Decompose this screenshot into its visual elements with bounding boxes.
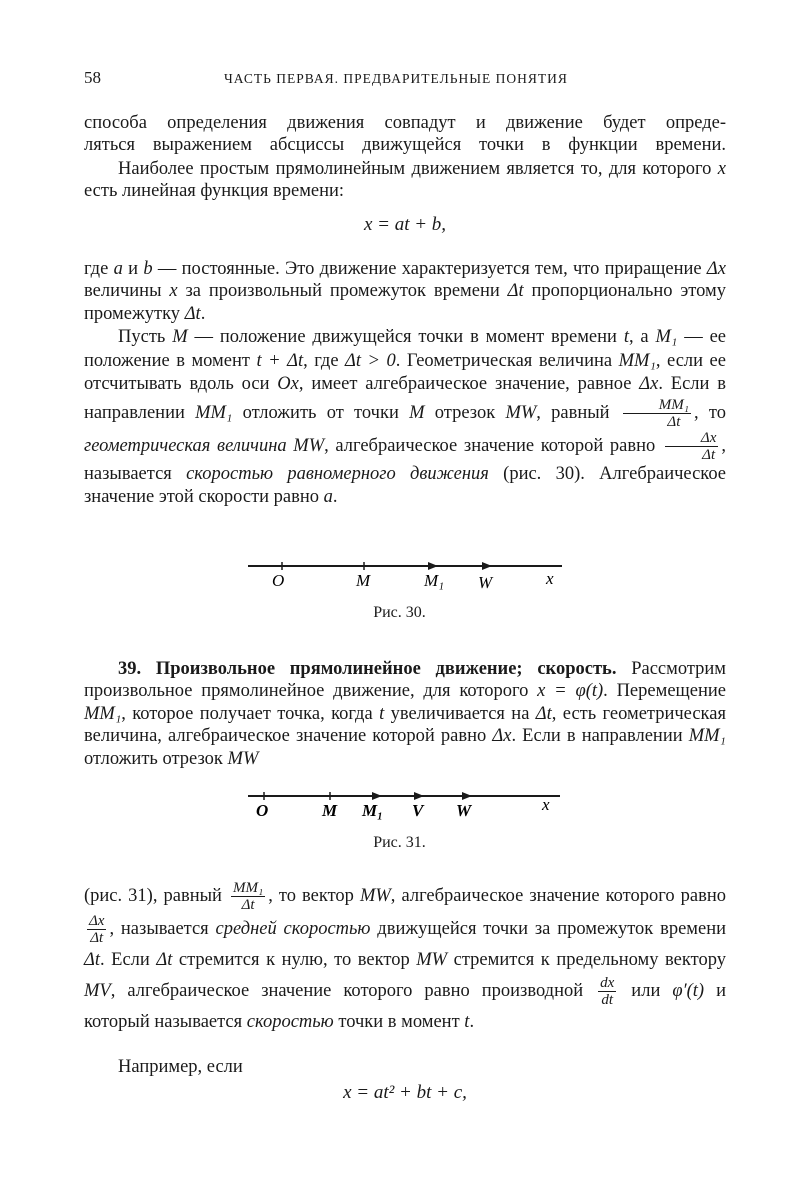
paragraph-6	[84, 1056, 726, 1078]
p5-dt2: Δt	[156, 950, 173, 970]
p3-t5: за произвольный промежуток времени	[177, 281, 508, 302]
paragraph-1-line-1: способа определения движения совпадут и движение будет опреде-	[84, 113, 726, 133]
s39-MM1: MM₁	[84, 703, 122, 724]
figure-31-caption: Рис. 31.	[373, 834, 426, 851]
paragraph-2	[84, 158, 726, 203]
s39-t4: увеличивается на	[384, 703, 536, 724]
s39-t7: отложить отрезок	[84, 748, 228, 769]
p4-MM1b: MM₁	[195, 402, 233, 423]
p3-a: a	[113, 259, 123, 279]
paragraph-4	[84, 326, 726, 510]
p3-x: x	[169, 281, 178, 302]
p3-t3: — постоянные. Это движение характеризуется тем, что приращение	[152, 259, 707, 279]
s39-t5: , есть геометрическая величина, алгебраическое значение которой равно	[84, 703, 726, 747]
fig31-label-M1: M₁	[362, 801, 384, 820]
paragraph-1	[84, 112, 726, 157]
p5-t9: , алгебраическое значение которого равно производной	[110, 980, 596, 1001]
figure-31-diagram	[244, 788, 564, 822]
p5-t8: стремится к предельному вектору	[447, 950, 726, 970]
s39-MW: MW	[227, 748, 259, 769]
p5-MW: MW	[359, 885, 391, 906]
p4-fraction-2	[665, 430, 718, 463]
p3-t2: и	[122, 259, 144, 279]
section-39	[84, 658, 726, 770]
p5-t2: , то вектор	[268, 885, 360, 906]
p3-dx: Δx	[706, 259, 726, 279]
fig31-arrow-M1	[372, 792, 382, 800]
p5-frac3-num: dx	[600, 974, 615, 991]
p5-phi: φ′(t)	[672, 980, 705, 1001]
p4-M1: M₁	[655, 327, 678, 347]
p5-t4: , называется	[109, 918, 216, 939]
fig31-label-V: V	[412, 801, 424, 820]
p4-t3: , а	[628, 327, 656, 347]
s39-t1: Рассмотрим произвольное прямолинейное движение, для которого	[84, 659, 726, 702]
p5-t1: (рис. 31), равный	[84, 885, 228, 906]
fig31-label-W: W	[456, 801, 472, 820]
p5-t: t	[464, 1011, 470, 1032]
s39-t3: , которое получает точка, когда	[121, 703, 380, 724]
p4-t5: , где	[303, 350, 346, 371]
s39-dx: Δx	[492, 726, 512, 747]
p4-t13: , то	[694, 402, 726, 423]
p5-t5: движущейся точки за промежуток времени	[370, 918, 727, 939]
s39-MM1b: MM₁	[688, 726, 726, 747]
p4-frac2-den: Δt	[702, 446, 716, 463]
fig30-label-W: W	[478, 573, 493, 592]
p4-dx: Δx	[639, 374, 659, 395]
fig30-arrow-M1	[428, 562, 438, 570]
p3-dt2: Δt	[184, 303, 201, 324]
p3-t7: .	[200, 303, 206, 324]
p4-em2: скоростью равномерного движения	[186, 463, 489, 484]
running-title: ЧАСТЬ ПЕРВАЯ. ПРЕДВАРИТЕЛЬНЫЕ ПОНЯТИЯ	[224, 71, 568, 86]
p4-Mb: M	[409, 402, 425, 423]
p4-frac2-num: Δx	[665, 430, 718, 447]
figure-30-caption: Рис. 30.	[373, 604, 426, 621]
s39-t6: . Если в направлении	[511, 726, 689, 747]
p4-t7: , если ее отсчитывать вдоль оси	[84, 350, 726, 395]
fig31-label-M: M	[322, 801, 338, 820]
p4-t11: отрезок	[424, 402, 506, 423]
p3-t6: пропорционально этому промежутку	[84, 281, 726, 324]
fig31-arrow-W	[462, 792, 472, 800]
p4-MM1: MM₁	[618, 350, 656, 371]
fig30-label-x: x	[546, 569, 554, 588]
p4-t16: (рис. 30). Алгебраическое значение этой скорости равно	[84, 463, 727, 508]
p4-a: a	[323, 487, 333, 508]
p6-text: Например, если	[118, 1057, 243, 1077]
p5-dt: Δt	[84, 950, 100, 970]
p4-Ox: Ox	[277, 374, 299, 395]
p5-t10: или	[619, 980, 673, 1001]
p4-t14: , алгебраическое значение которой равно	[324, 435, 662, 456]
p2-var-x: x	[717, 159, 726, 179]
p3-b: b	[143, 259, 153, 279]
p4-t10: отложить от точки	[232, 402, 410, 423]
p5-em2: скоростью	[246, 1011, 334, 1032]
p4-tdt: t + Δt	[256, 350, 304, 371]
p4-t15: , называется	[84, 435, 726, 484]
p4-MW: MW	[505, 402, 537, 423]
p5-t7: стремится к нулю, то вектор	[172, 950, 417, 970]
p5-t6: . Если	[100, 950, 157, 970]
equation-1: x = at + b,	[363, 214, 447, 235]
p3-t1: где	[84, 259, 114, 279]
p4-cond: Δt > 0	[345, 350, 396, 371]
p4-MW2: MW	[293, 435, 325, 456]
p5-frac-den: Δt	[241, 897, 255, 913]
p4-t1: Пусть	[118, 327, 173, 347]
s39-dt: Δt	[535, 703, 552, 724]
p4-em1: геометрическая величина	[84, 435, 287, 456]
p5-t13: .	[469, 1011, 475, 1032]
p5-frac-num: MM₁	[232, 880, 264, 896]
fig30-label-O: O	[272, 571, 285, 590]
p4-t17: .	[332, 487, 338, 508]
fig30-arrow-W	[482, 562, 492, 570]
p2-text-b: есть линейная функция времени:	[84, 181, 345, 202]
p4-M: M	[172, 327, 188, 347]
p4-frac-num: MM₁	[623, 397, 691, 414]
section-number: 39.	[118, 659, 142, 679]
s39-eq: x = φ(t)	[537, 681, 604, 702]
p5-MV: MV	[84, 980, 111, 1001]
p5-t3: , алгебраическое значение которого равно	[390, 885, 727, 906]
p4-t8: , имеет алгебраическое значение, равное	[298, 374, 640, 395]
section-title: Произвольное прямолинейное движение; скорость.	[155, 659, 617, 679]
p3-dt: Δt	[507, 281, 524, 302]
paragraph-5	[84, 880, 726, 1036]
fig30-label-M: M	[356, 571, 371, 590]
fig30-label-M1: M₁	[424, 571, 445, 590]
p4-t: t	[623, 327, 629, 347]
p3-t4: величины	[84, 281, 170, 302]
p5-frac2-den: Δt	[90, 930, 104, 946]
fig31-arrow-V	[414, 792, 424, 800]
p4-t12: , равный	[536, 402, 620, 423]
paragraph-3	[84, 258, 726, 325]
s39-t2: . Перемещение	[603, 681, 726, 702]
p5-frac3-den: dt	[601, 991, 614, 1008]
p4-t2: — положение движущейся точки в момент времени	[187, 327, 624, 347]
page-number: 58	[84, 68, 101, 87]
p2-text-a: Наиболее простым прямолинейным движением является то, для которого	[118, 159, 718, 179]
p5-fraction-1	[231, 880, 265, 913]
p5-fraction-3	[598, 975, 616, 1008]
fig31-label-x: x	[542, 795, 550, 814]
fig31-label-O: O	[256, 801, 269, 820]
equation-2: x = at² + bt + c,	[343, 1082, 467, 1103]
p5-em1: средней скоростью	[215, 918, 371, 939]
p5-frac2-num: Δx	[89, 913, 105, 929]
p5-t12: точки в момент	[333, 1011, 465, 1032]
p4-t6: . Геометрическая величина	[395, 350, 619, 371]
p4-frac-den: Δt	[667, 413, 681, 430]
p5-MW2: MW	[416, 950, 448, 970]
p5-t11: и который называется	[84, 980, 726, 1032]
page-header	[84, 68, 730, 94]
figure-30-diagram	[240, 556, 570, 596]
p4-t4: — ее положение в момент	[84, 327, 726, 371]
paragraph-1-line-2: ляться выражением абсциссы движущейся точки в функции времени.	[84, 135, 726, 156]
s39-t: t	[379, 703, 385, 724]
p4-t9: . Если в направлении	[84, 374, 726, 423]
p4-fraction-1	[623, 397, 691, 430]
p5-fraction-2	[87, 913, 106, 946]
